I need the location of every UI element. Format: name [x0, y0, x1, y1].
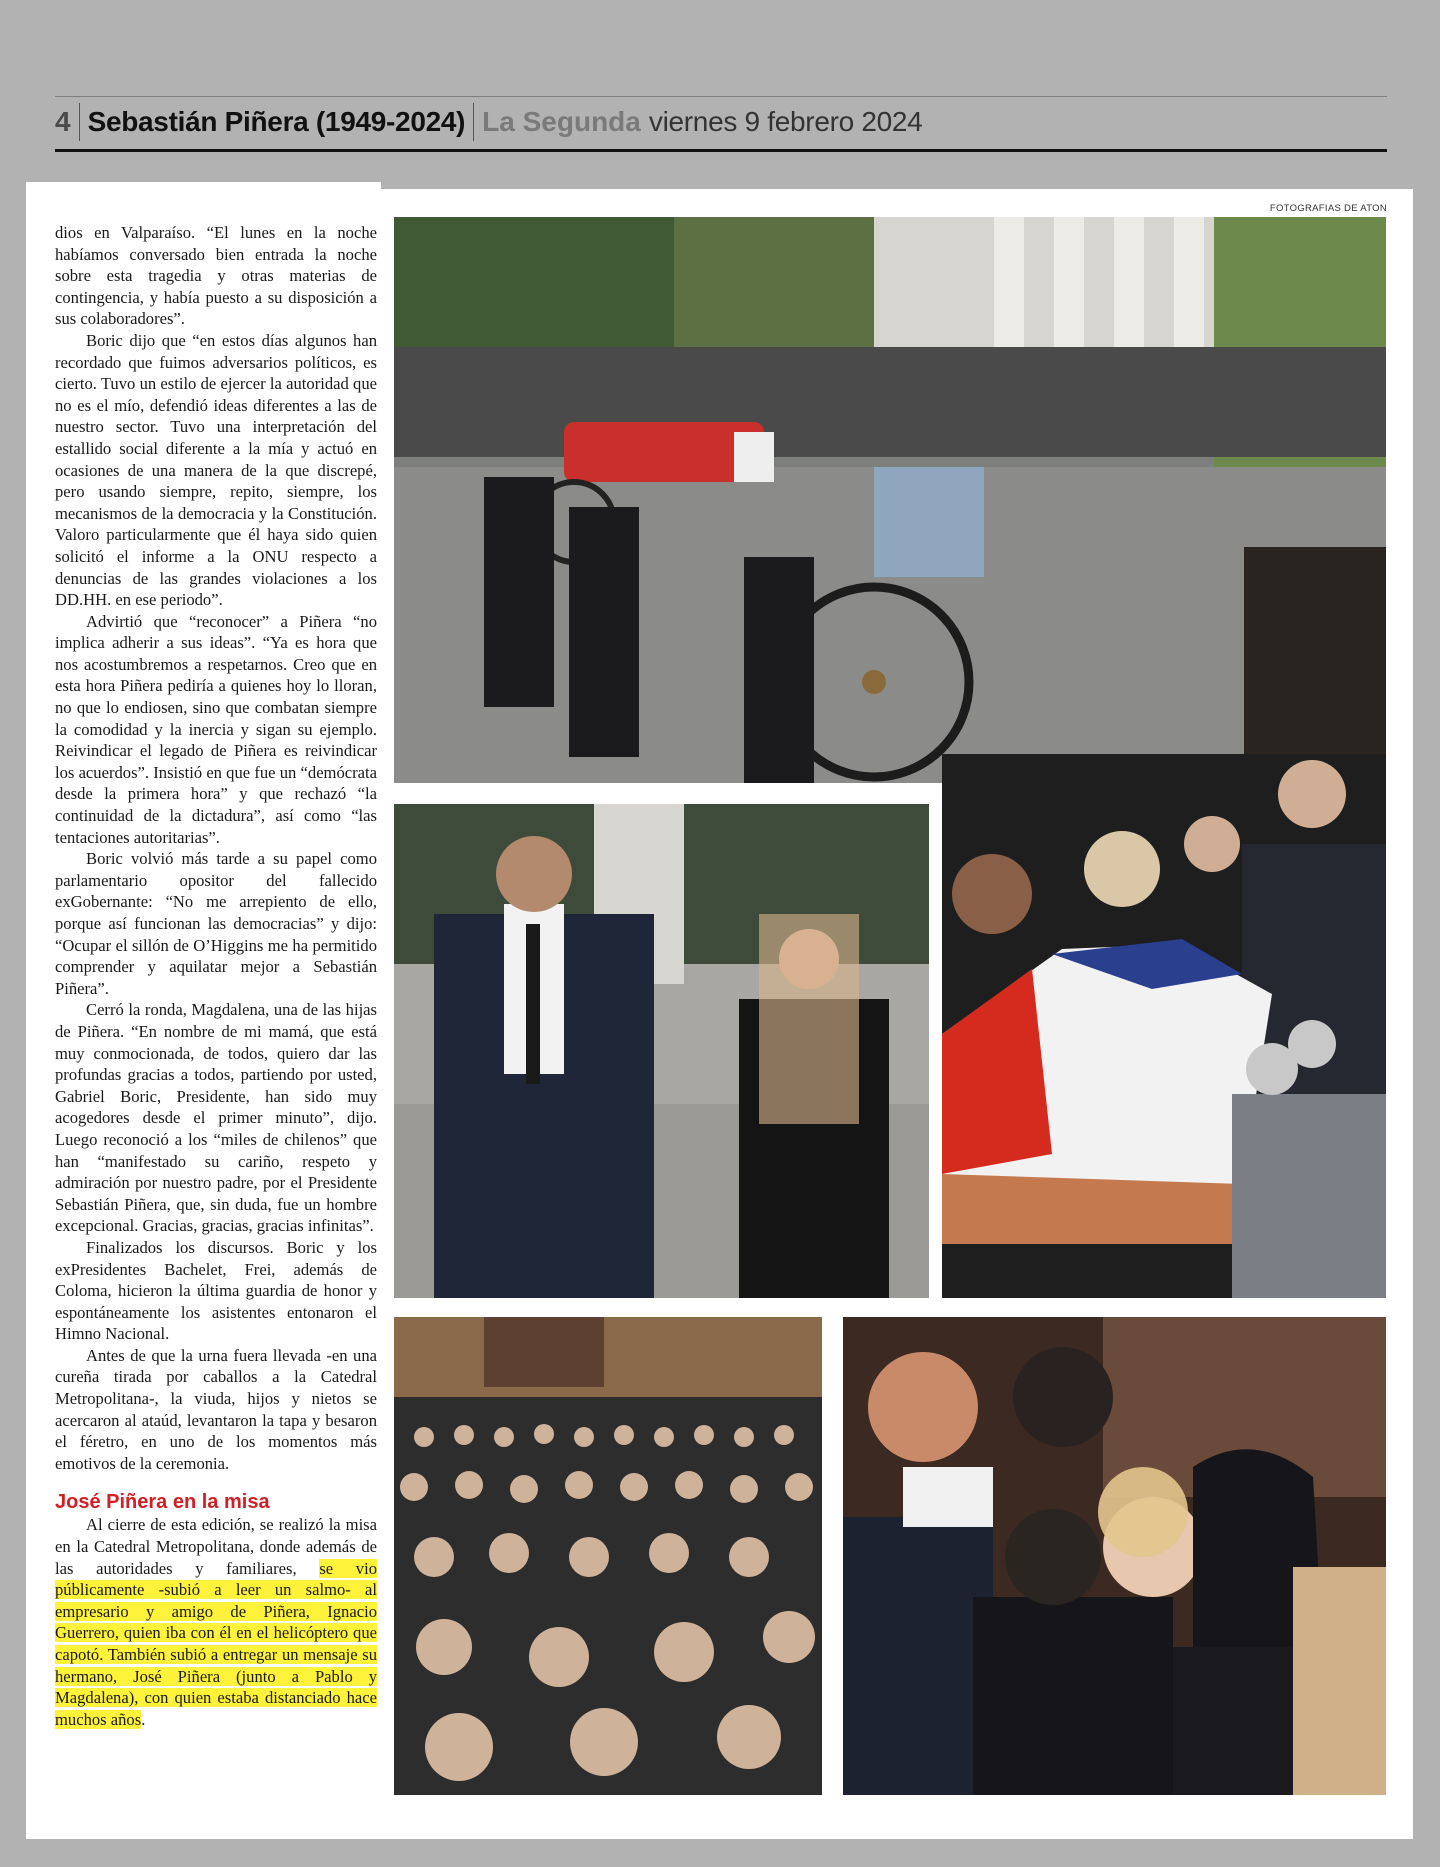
photo-coffin-flag	[942, 754, 1386, 1298]
coffin-image	[942, 754, 1386, 1298]
article-paragraph: Antes de que la urna fuera llevada -en una cureña tirada por caballos a la Catedral Metropolitana-, la viuda, hijos y nietos se acercaron al ataúd, levantaron la tapa y besaron el féretro, en uno de los momentos más emotivos de la ceremonia.	[55, 1345, 377, 1473]
photo-family-embrace	[843, 1317, 1386, 1795]
section-title: Sebastián Piñera (1949-2024)	[87, 106, 466, 137]
article-paragraph: dios en Valparaíso. “El lunes en la noche habíamos conversado bien entrada la noche sobre esta tragedia y otras materias de contingencia, y había puesto a su disposición a sus colaboradores”.	[55, 223, 377, 329]
article-subhead: José Piñera en la misa	[55, 1491, 270, 1514]
final-text-end: .	[141, 1709, 146, 1729]
photo-panel	[381, 189, 1413, 1839]
couple-image	[394, 804, 929, 1298]
cathedral-image	[394, 1317, 822, 1795]
photo-funeral-procession	[394, 217, 1386, 783]
page-header	[55, 96, 1387, 152]
page-number: 4	[55, 106, 71, 137]
procession-image	[394, 217, 1386, 783]
newspaper-name: La Segunda	[482, 106, 641, 137]
header-bottom-rule	[55, 149, 1387, 152]
photo-credit: FOTOGRAFIAS DE ATON	[1269, 203, 1387, 214]
article-paragraph: Boric volvió más tarde a su papel como parlamentario opositor del fallecido exGobernante: “No me arrepiento de ello, porque así funcionan las democracias” y dijo: “Ocupar el sillón de O’Higgins me ha permitido comprender y aquilatar mejor a Sebastián Piñera”.	[55, 849, 377, 998]
photo-cathedral-audience	[394, 1317, 822, 1795]
header-divider	[473, 103, 474, 141]
header-divider	[79, 103, 80, 141]
article-column	[26, 182, 381, 1839]
article-body	[55, 222, 377, 1730]
final-text: Al cierre de esta edición, se realizó la misa en la Catedral Metropolitana, donde además de las autoridades y familiares,	[55, 1515, 377, 1578]
article-paragraph: Cerró la ronda, Magdalena, una de las hijas de Piñera. “En nombre de mi mamá, que está muy conmocionada, de todos, quiero dar las profundas gracias a todos, partiendo por usted, Gabriel Boric, Presidente, han sido muy acogedores desde el primer minuto”, dijo. Luego reconoció a los “miles de chilenos” que han “manifestado su cariño, respeto y admiración por nuestro padre, por el Presidente Sebastián Piñera, que, sin duda, fue un hombre excepcional. Gracias, gracias, gracias infinitas”.	[55, 1000, 377, 1236]
header-top-rule	[55, 96, 1387, 97]
article-paragraph: Advirtió que “reconocer” a Piñera “no implica adherir a sus ideas”. “Ya es hora que nos acostumbremos a respetarnos. Creo que en esta hora Piñera pediría a quienes hoy lo lloran, no que lo endiosen, sino que combatan siempre la comodidad y la inercia y sigan su ejemplo. Reivindicar el legado de Piñera es reivindicar los acuerdos”. Insistió en que fue un “demócrata desde la primera hora” y que rechazó “la continuidad de la dictadura”, así como “las tentaciones autoritarias”.	[55, 611, 377, 847]
highlighted-text: se vio públicamente -subió a leer un salmo- al empresario y amigo de Piñera, Ignacio Guerrero, quien iba con él en el helicóptero que capotó. También subió a entregar un mensaje su hermano, José Piñera (junto a Pablo y Magdalena), con quien estaba distanciado hace muchos años	[55, 1558, 377, 1729]
article-paragraph: Finalizados los discursos. Boric y los exPresidentes Bachelet, Frei, además de Coloma, hicieron la última guardia de honor y espontáneamente los asistentes entonaron el Himno Nacional.	[55, 1237, 377, 1344]
header-row	[55, 100, 922, 144]
article-paragraph-final	[55, 1514, 377, 1730]
embrace-image	[843, 1317, 1386, 1795]
photo-couple-walking	[394, 804, 929, 1298]
article-paragraph: Boric dijo que “en estos días algunos han recordado que fuimos adversarios políticos, es cierto. Tuvo un estilo de ejercer la autoridad que no es el mío, defendió ideas diferentes a las de nuestro sector. Tuvo una interpretación del estallido social diferente a la mía y actuó en ocasiones de una manera de la que discrepé, pero usando siempre, repito, siempre, los mecanismos de la democracia y la Constitución. Valoro particularmente que él haya sido quien solicitó el informe a la ONU respecto a denuncias de las grandes violaciones a los DD.HH. en ese periodo”.	[55, 330, 377, 610]
issue-date: viernes 9 febrero 2024	[648, 106, 923, 137]
